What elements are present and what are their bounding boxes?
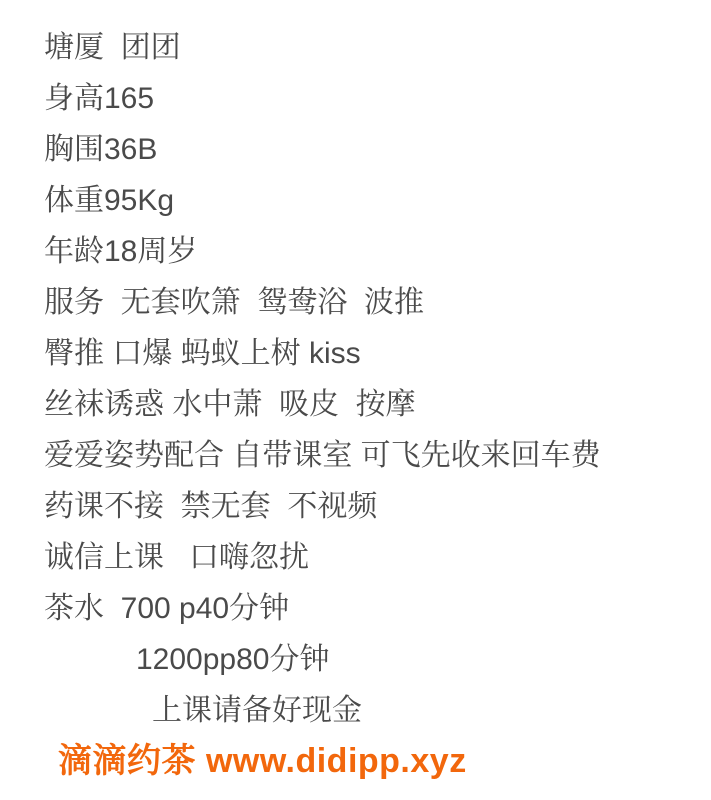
text-line: 诚信上课 口嗨忽扰	[44, 541, 310, 574]
text-line: 药课不接 禁无套 不视频	[44, 490, 378, 523]
text-line: 服务 无套吹箫 鸳鸯浴 波推	[44, 286, 425, 319]
text-line: 茶水 700 p40分钟	[44, 592, 290, 625]
text-line: 体重95Kg	[44, 184, 175, 217]
text-line: 年龄18周岁	[44, 235, 198, 268]
text-line: 臀推 口爆 蚂蚁上树 kiss	[44, 337, 361, 370]
text-line: 塘厦 团团	[44, 31, 181, 64]
text-line: 丝袜诱惑 水中萧 吸皮 按摩	[44, 388, 416, 421]
text-line: 身高165	[44, 82, 155, 115]
text-line: 上课请备好现金	[152, 694, 362, 727]
watermark-text: 滴滴约茶 www.didipp.xyz	[58, 742, 467, 780]
document-text-block	[44, 22, 693, 736]
text-line: 胸围36B	[44, 133, 158, 166]
text-line: 爱爱姿势配合 自带课室 可飞先收来回车费	[44, 439, 601, 472]
text-line: 1200pp80分钟	[136, 643, 330, 676]
